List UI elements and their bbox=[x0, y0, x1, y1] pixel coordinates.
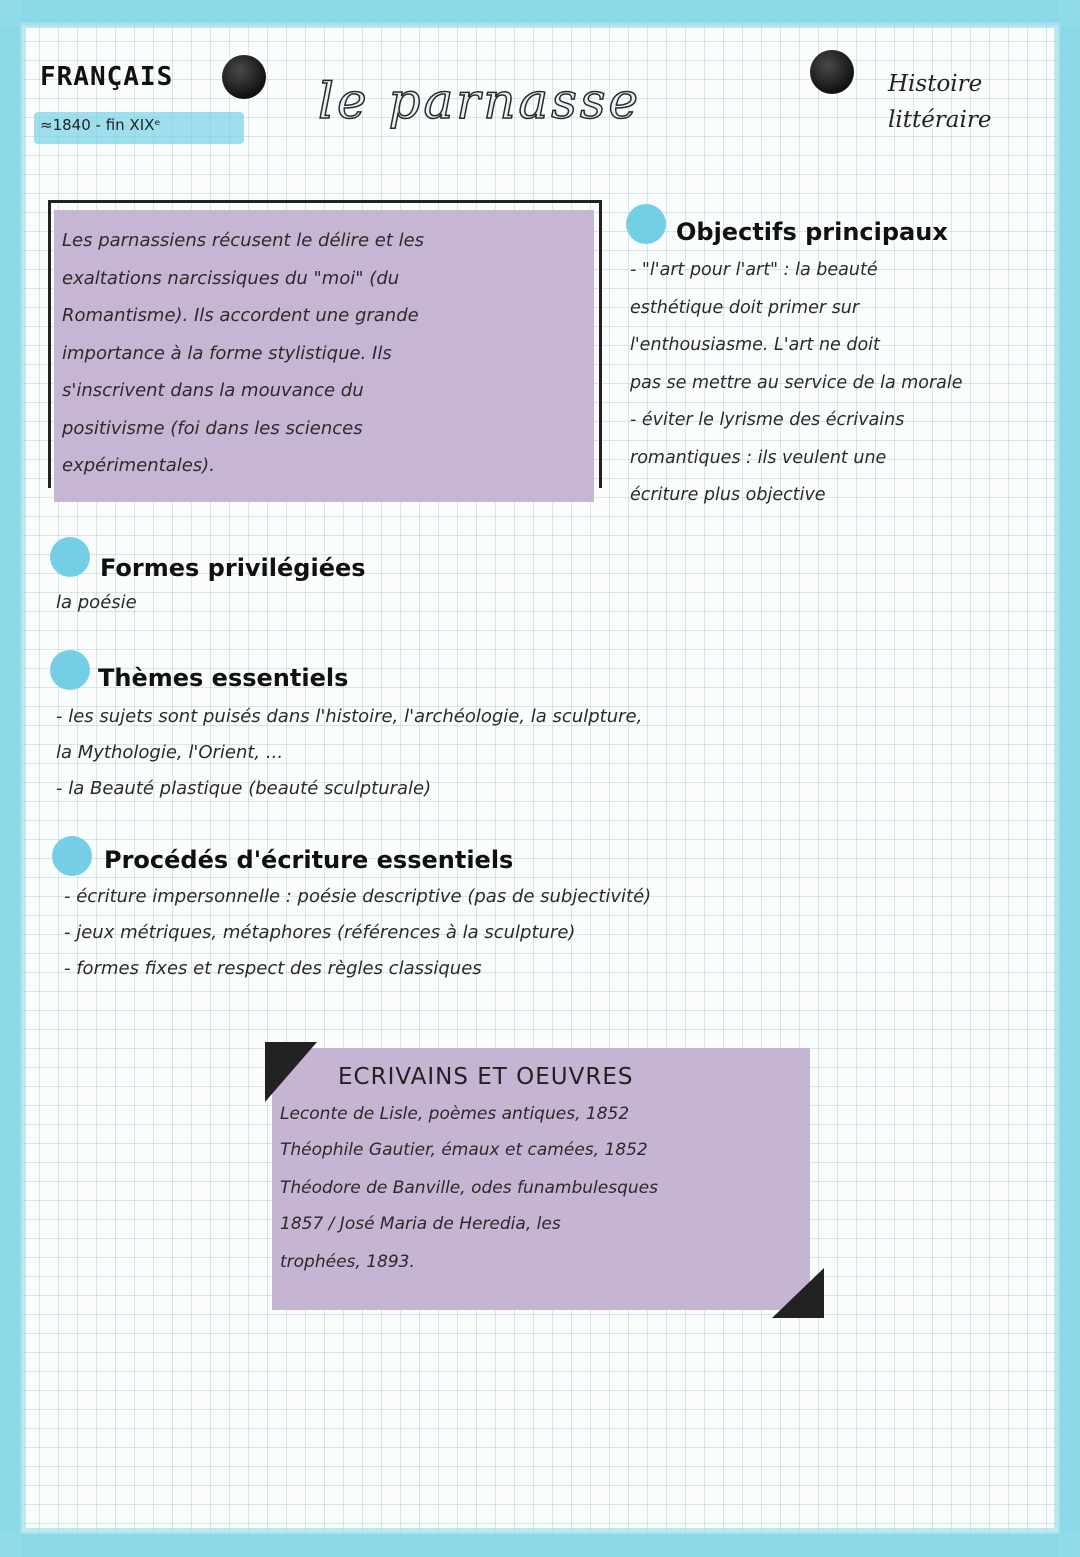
objectives-line: - "l'art pour l'art" : la beauté bbox=[630, 260, 878, 280]
right-border bbox=[1058, 0, 1080, 1557]
themes-title: Thèmes essentiels bbox=[98, 664, 349, 692]
objectives-line: esthétique doit primer sur bbox=[630, 297, 860, 318]
objectives-text bbox=[630, 252, 1060, 515]
writers-line: Leconte de Lisle, poèmes antiques, 1852 bbox=[280, 1104, 630, 1124]
intro-line: importance à la forme stylistique. Ils bbox=[62, 342, 392, 364]
period-label: ≈1840 - fin XIXᵉ bbox=[40, 116, 161, 134]
writers-line: Théodore de Banville, odes funambulesques bbox=[280, 1178, 658, 1198]
corner-triangle-bottom-right bbox=[772, 1268, 824, 1318]
intro-line: Les parnassiens récusent le délire et les bbox=[62, 230, 425, 251]
category-label bbox=[888, 66, 991, 138]
page-title: le parnasse bbox=[318, 72, 642, 130]
objectives-line: l'enthousiasme. L'art ne doit bbox=[630, 335, 880, 355]
objectives-line: pas se mettre au service de la morale bbox=[630, 372, 963, 393]
intro-line: s'inscrivent dans la mouvance du bbox=[62, 380, 364, 401]
intro-line: Romantisme). Ils accordent une grande bbox=[62, 305, 419, 326]
intro-line: positivisme (foi dans les sciences bbox=[62, 417, 363, 439]
procedures-line: - jeux métriques, métaphores (références à la sculpture) bbox=[64, 922, 576, 943]
subject-label: FRANÇAIS bbox=[40, 62, 174, 92]
procedures-line: - écriture impersonnelle : poésie descriptive (pas de subjectivité) bbox=[64, 886, 652, 907]
intro-line: expérimentales). bbox=[62, 455, 215, 476]
writers-title: ECRIVAINS ET OEUVRES bbox=[338, 1064, 634, 1090]
left-border bbox=[0, 0, 22, 1557]
binder-hole-right bbox=[810, 50, 854, 94]
intro-text bbox=[62, 222, 588, 485]
corner-triangle-top-left bbox=[265, 1042, 317, 1102]
writers-line: 1857 / José Maria de Heredia, les bbox=[280, 1214, 561, 1234]
objectives-line: - éviter le lyrisme des écrivains bbox=[630, 410, 905, 430]
binder-hole-left bbox=[222, 55, 266, 99]
objectives-bullet-dot bbox=[626, 204, 666, 244]
procedures-bullet-dot bbox=[52, 836, 92, 876]
themes-line: - la Beauté plastique (beauté sculpturale) bbox=[56, 778, 432, 799]
top-border bbox=[0, 0, 1080, 26]
writers-line: Théophile Gautier, émaux et camées, 1852 bbox=[280, 1140, 648, 1160]
forms-bullet-dot bbox=[50, 537, 90, 577]
bottom-border bbox=[0, 1532, 1080, 1557]
objectives-line: écriture plus objective bbox=[630, 485, 826, 505]
procedures-line: - formes fixes et respect des règles classiques bbox=[64, 958, 482, 979]
themes-line: - les sujets sont puisés dans l'histoire, l'archéologie, la sculpture, bbox=[56, 706, 643, 727]
forms-line: la poésie bbox=[56, 592, 137, 613]
objectives-title: Objectifs principaux bbox=[676, 218, 948, 246]
category-line-2: littéraire bbox=[888, 107, 992, 133]
category-line-1: Histoire bbox=[888, 71, 983, 97]
themes-bullet-dot bbox=[50, 650, 90, 690]
writers-line: trophées, 1893. bbox=[280, 1252, 415, 1272]
objectives-line: romantiques : ils veulent une bbox=[630, 447, 887, 468]
themes-line: la Mythologie, l'Orient, ... bbox=[56, 742, 284, 763]
procedures-title: Procédés d'écriture essentiels bbox=[104, 846, 514, 874]
intro-line: exaltations narcissiques du "moi" (du bbox=[62, 267, 400, 289]
forms-title: Formes privilégiées bbox=[100, 554, 366, 582]
